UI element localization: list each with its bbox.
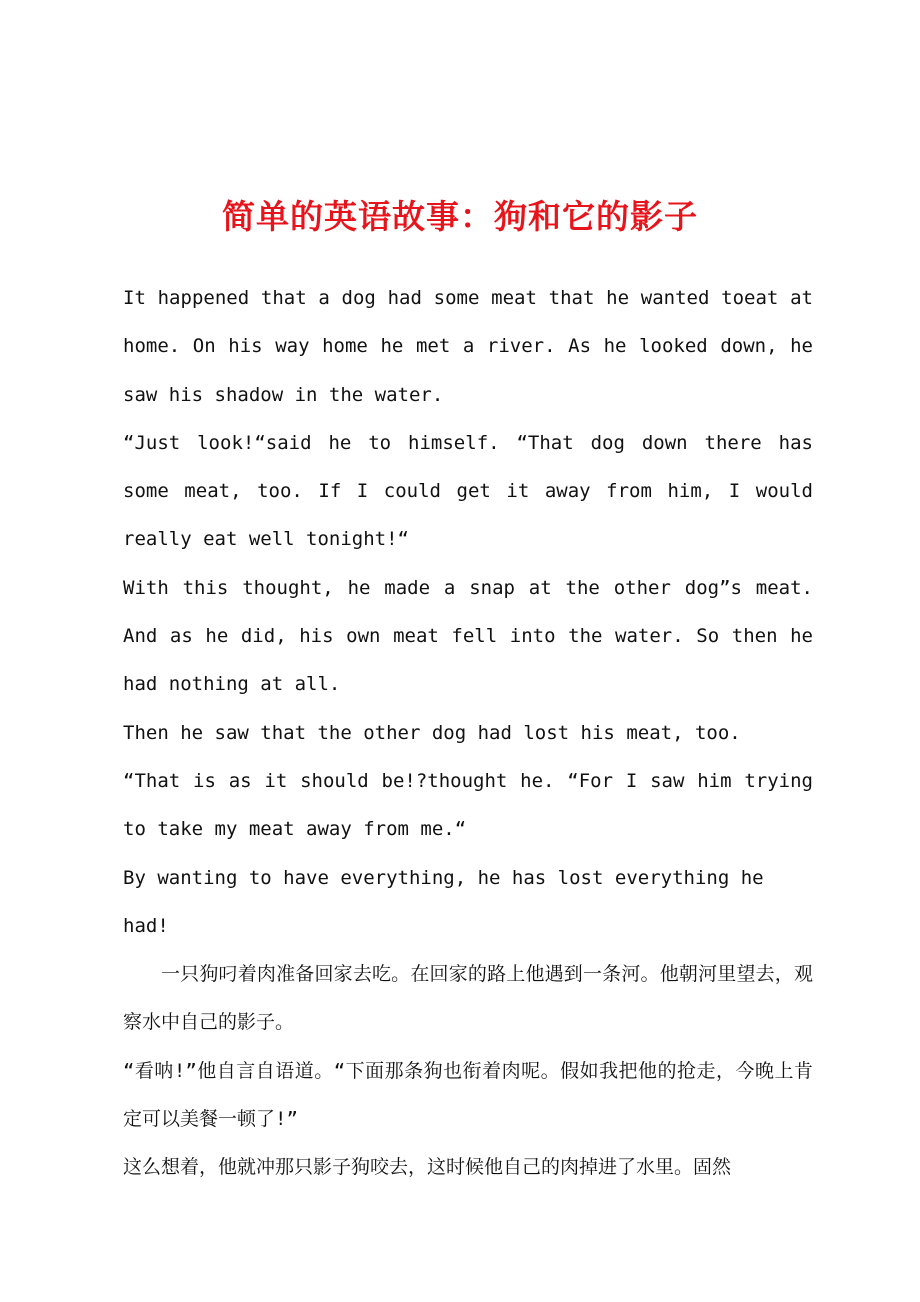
paragraph-just-look: “Just look!“said he to himself. “That dog down there has some meat, too. If I could get it away from him, I would really eat well tonight!“ [123, 431, 813, 551]
paragraph-lost-meat: Then he saw that the other dog had lost his meat, too. [123, 721, 741, 744]
paragraph-chinese-intro: 一只狗叼着肉准备回家去吃。在回家的路上他遇到一条河。他朝河里望去，观察水中自己的影子。 [123, 963, 813, 1034]
paragraph-moral: By wanting to have everything, he has lost everything he had! [123, 866, 764, 937]
paragraph-snap: With this thought, he made a snap at the other dog”s meat. And as he did, his own meat fell into the water. So then he had nothing at all. [123, 576, 813, 696]
paragraph-intro: It happened that a dog had some meat that he wanted toeat at home. On his way home he met a river. As he looked down, he saw his shadow in the water. [123, 287, 813, 406]
paragraph-should-be: “That is as it should be!?thought he. “For I saw him trying to take my meat away from me.“ [123, 769, 813, 841]
document-body [123, 274, 813, 1192]
paragraph-chinese-look: “看呐!”他自言自语道。“下面那条狗也衔着肉呢。假如我把他的抢走，今晚上肯定可以美餐一顿了!” [123, 1059, 813, 1131]
document-title: 简单的英语故事：狗和它的影子 [222, 197, 698, 236]
paragraph-chinese-snap: 这么想着，他就冲那只影子狗咬去，这时候他自己的肉掉进了水里。固然 [123, 1156, 732, 1179]
